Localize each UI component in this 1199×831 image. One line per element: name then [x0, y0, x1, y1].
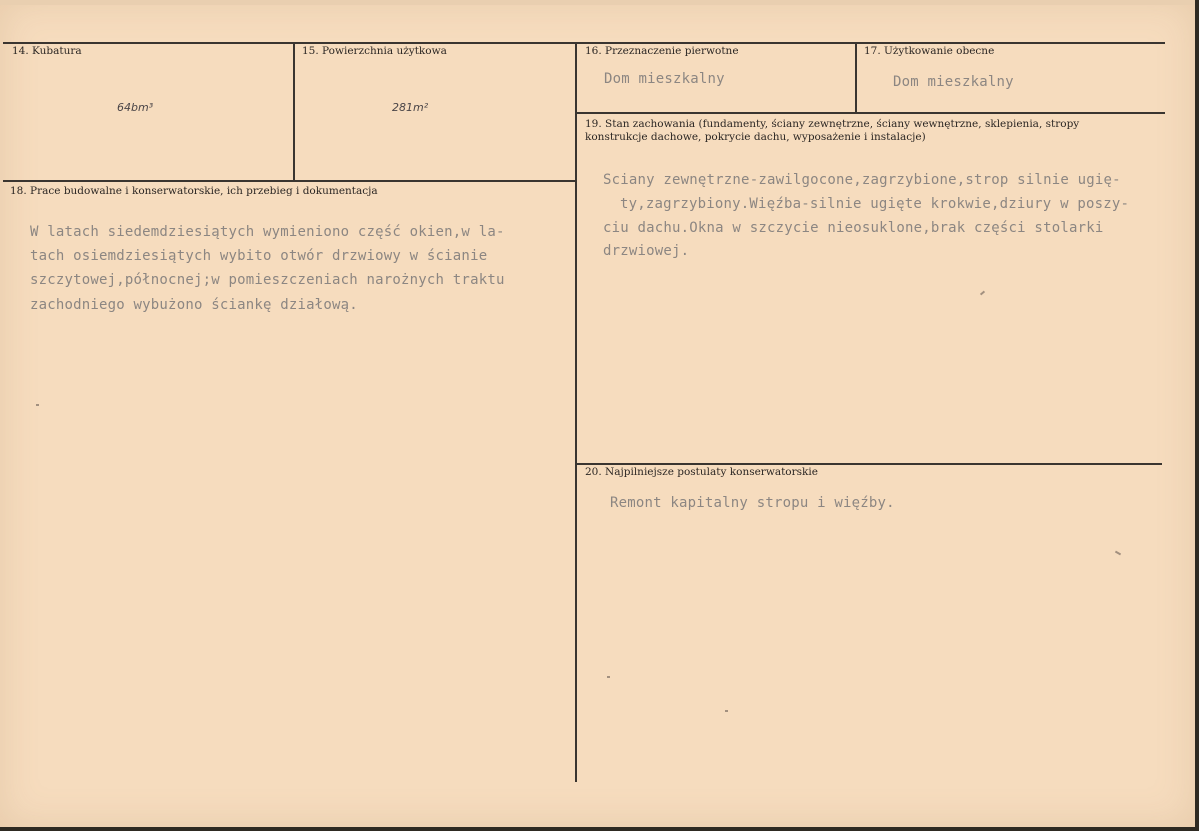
field-19-label-line2: konstrukcje dachowe, pokrycie dachu, wyposażenie i instalacje) [585, 131, 926, 143]
field-19-line: drzwiowej. [603, 243, 690, 259]
field-15-value: 281m² [392, 101, 429, 114]
field-18-label: 18. Prace budowalne i konserwatorskie, ich przebieg i dokumentacja [10, 185, 378, 197]
rule-above-18 [3, 180, 575, 182]
top-rule [3, 42, 1165, 44]
field-18-line: zachodniego wybużono ściankę działową. [30, 297, 358, 313]
field-19-line: ciu dachu.Okna w szczycie nieosuklone,brak części stolarki [603, 220, 1104, 236]
field-18-line: szczytowej,północnej;w pomieszczeniach narożnych traktu [30, 272, 505, 288]
field-20-label: 20. Najpilniejsze postulaty konserwatorskie [585, 466, 818, 478]
field-17-value: Dom mieszkalny [893, 74, 1014, 90]
divider-16-17 [855, 42, 857, 112]
divider-14-15 [293, 42, 295, 180]
field-19-line: ty,zagrzybiony.Więźba-silnie ugięte krokwie,dziury w poszy- [620, 196, 1130, 212]
field-14-value: 64bm³ [117, 101, 154, 114]
field-15-label: 15. Powierzchnia użytkowa [302, 45, 447, 57]
field-18-line: W latach siedemdziesiątych wymieniono część okien,w la- [30, 224, 505, 240]
field-19-line: Sciany zewnętrzne-zawilgocone,zagrzybione,strop silnie ugię- [603, 172, 1121, 188]
paper-speck [725, 710, 728, 712]
rule-above-20 [575, 463, 1162, 465]
paper-speck [980, 291, 985, 296]
paper-speck [1115, 551, 1121, 556]
field-18-line: tach osiemdziesiątych wybito otwór drzwiowy w ścianie [30, 248, 488, 264]
field-14-label: 14. Kubatura [12, 45, 82, 57]
center-divider [575, 42, 577, 782]
field-20-value: Remont kapitalny stropu i więźby. [610, 495, 895, 511]
paper-speck [36, 404, 39, 406]
rule-below-16-17 [575, 112, 1165, 114]
paper-speck [607, 676, 610, 678]
field-17-label: 17. Użytkowanie obecne [864, 45, 995, 57]
field-16-value: Dom mieszkalny [604, 71, 725, 87]
field-16-label: 16. Przeznaczenie pierwotne [585, 45, 739, 57]
top-edge [0, 0, 1195, 5]
field-19-label-line1: 19. Stan zachowania (fundamenty, ściany zewnętrzne, ściany wewnętrzne, sklepienia, stropy [585, 118, 1080, 130]
